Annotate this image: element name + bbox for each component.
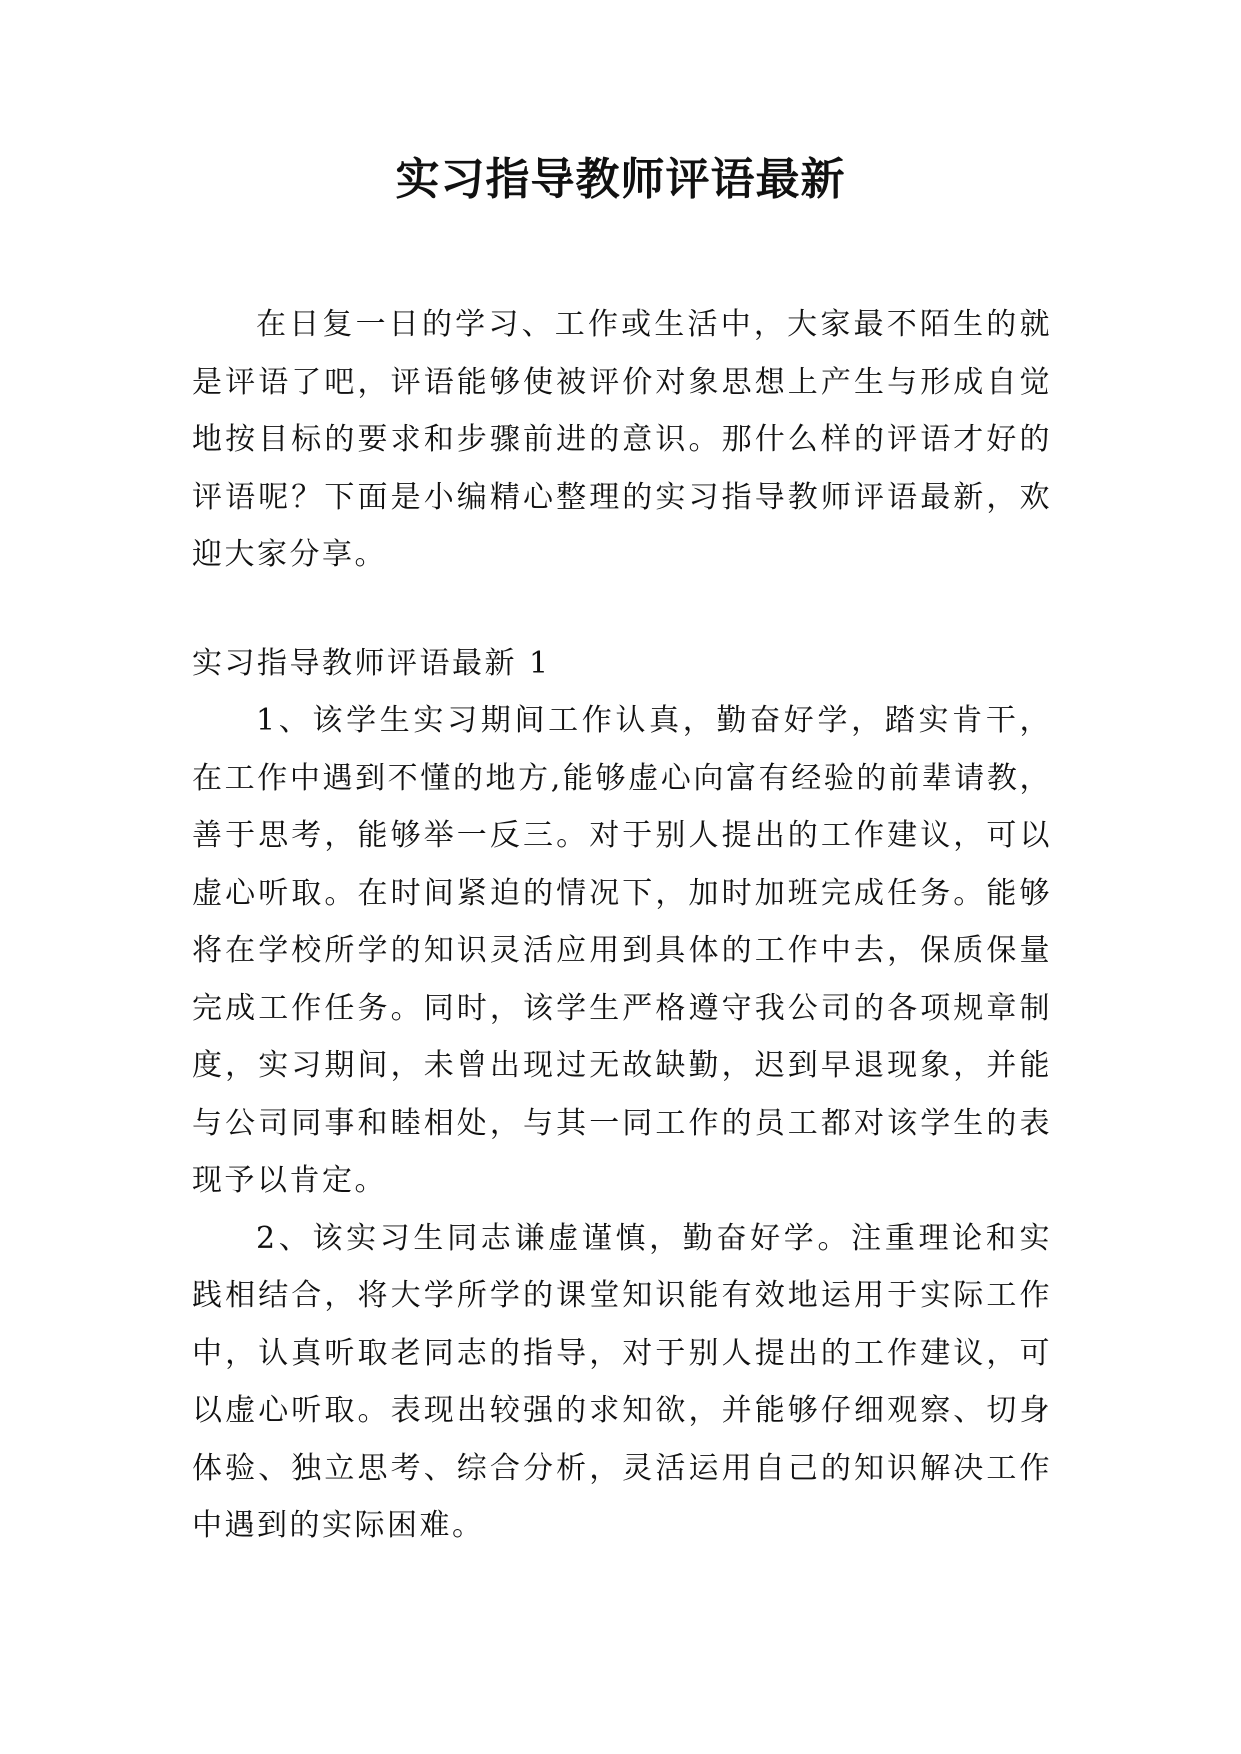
document-title: 实习指导教师评语最新 xyxy=(395,154,846,205)
comment-paragraph-2: 2、该实习生同志谦虚谨慎，勤奋好学。注重理论和实践相结合，将大学所学的课堂知识能有效地运用于实际工作中，认真听取老同志的指导，对于别人提出的工作建议，可以虚心听取。表现出较强的求知欲，并能够仔细观察、切身体验、独立思考、综合分析，灵活运用自己的知识解决工作中遇到的实际困难。 xyxy=(192,1220,1052,1543)
intro-paragraph: 在日复一日的学习、工作或生活中，大家最不陌生的就是评语了吧，评语能够使被评价对象思想上产生与形成自觉地按目标的要求和步骤前进的意识。那什么样的评语才好的评语呢？下面是小编精心整理的实习指导教师评语最新，欢迎大家分享。 xyxy=(192,307,1052,572)
section-heading: 实习指导教师评语最新 1 xyxy=(192,645,551,681)
document-body xyxy=(192,296,1052,1555)
comment-paragraph-1: 1、该学生实习期间工作认真，勤奋好学，踏实肯干，在工作中遇到不懂的地方,能够虚心向富有经验的前辈请教，善于思考，能够举一反三。对于别人提出的工作建议，可以虚心听取。在时间紧迫的情况下，加时加班完成任务。能够将在学校所学的知识灵活应用到具体的工作中去，保质保量完成工作任务。同时，该学生严格遵守我公司的各项规章制度，实习期间，未曾出现过无故缺勤，迟到早退现象，并能与公司同事和睦相处，与其一同工作的员工都对该学生的表现予以肯定。 xyxy=(192,703,1052,1198)
